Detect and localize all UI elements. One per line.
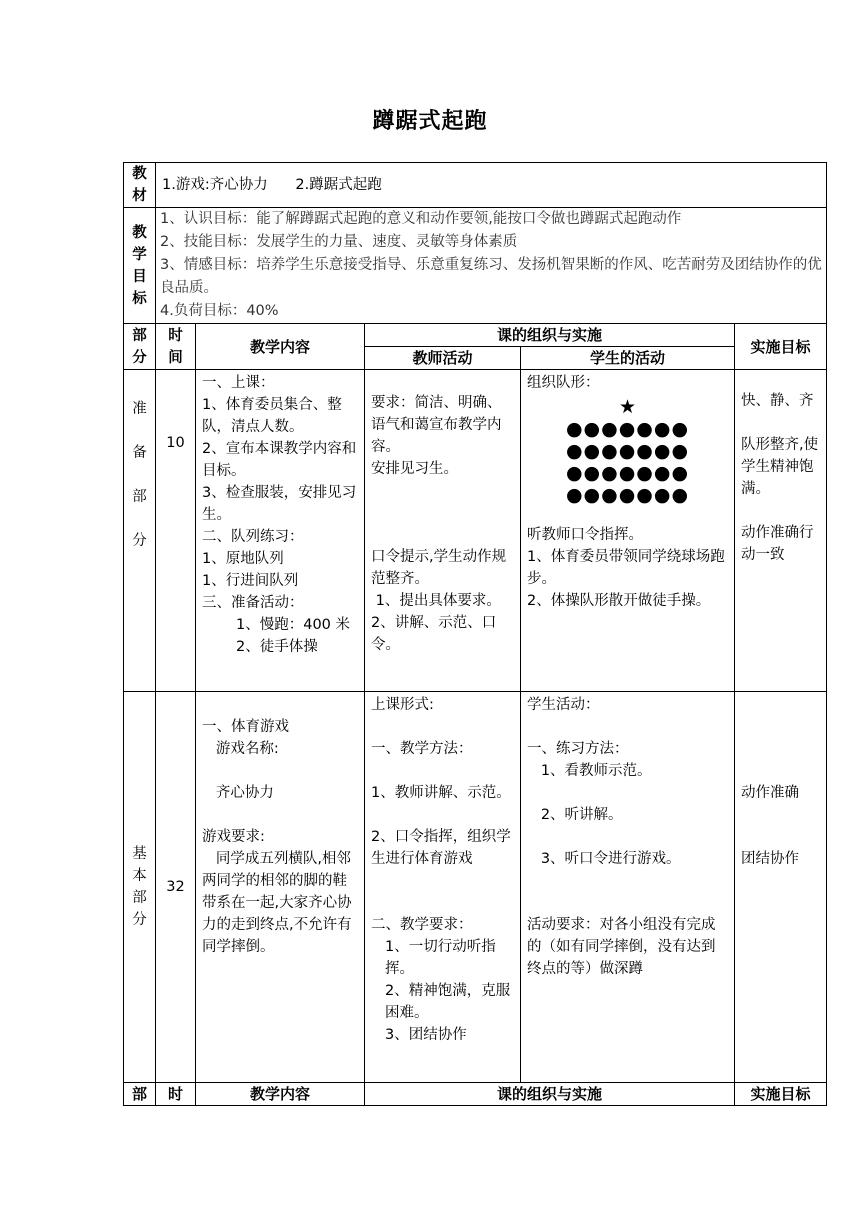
material-content: 1.游戏:齐心协力 2.蹲踞式起跑 [162, 177, 382, 193]
basic-part-label: 基本部分 [132, 846, 147, 928]
objective-line-3: 3、情感目标：培养学生乐意接受指导、乐意重复练习、发扬机智果断的作风、吃苦耐劳及团结协作的优良品质。 [160, 257, 822, 296]
prep-part-char-4: 分 [132, 533, 147, 549]
material-label-cell [124, 163, 156, 208]
material-row [124, 163, 827, 208]
lesson-plan-table [123, 162, 827, 1106]
basic-content-cell [196, 692, 365, 1083]
objectives-row [124, 208, 827, 324]
footer-goal: 实施目标 [735, 1083, 827, 1106]
footer-header-row [124, 1083, 827, 1106]
page-title: 蹲踞式起跑 [372, 109, 488, 134]
basic-part-cell [124, 692, 156, 1083]
prep-goal-cell [735, 370, 827, 692]
header-time: 时间 [168, 327, 183, 366]
footer-organization: 课的组织与实施 [365, 1083, 735, 1106]
basic-time: 32 [156, 692, 196, 1083]
footer-part: 部 [124, 1083, 156, 1106]
objectives-label-cell [124, 208, 156, 324]
prep-content-cell [196, 370, 365, 692]
header-part-cell [124, 324, 156, 370]
header-goal: 实施目标 [735, 324, 827, 370]
prep-teacher-top: 要求：简洁、明确、语气和蔼宣布教学内容。 安排见习生。 [371, 395, 502, 477]
objective-line-1: 1、认识目标：能了解蹲踞式起跑的意义和动作要领,能按口令做也蹲踞式起跑动作 [160, 211, 682, 227]
prep-student-bottom: 听教师口令指挥。 1、体育委员带领同学绕球场跑步。 2、体操队形散开做徒手操。 [527, 527, 725, 609]
teacher-star-icon: ★ [618, 396, 637, 418]
formation-row-4: ●●●●●●● [565, 484, 690, 506]
header-organization: 课的组织与实施 [365, 324, 735, 347]
objectives-label: 教学目标 [132, 224, 147, 307]
basic-content: 一、体育游戏 游戏名称: 齐心协力 游戏要求: 同学成五列横队,相邻两同学的相邻的脚的鞋带系在一起,大家齐心协力的走到终点,不允许有同学摔倒。 [202, 719, 352, 955]
prep-teacher-bottom: 口令提示,学生动作规范整齐。 1、提出具体要求。 2、讲解、示范、口令。 [371, 549, 507, 653]
formation-label: 组织队形： [527, 375, 600, 391]
basic-student: 学生活动： 一、练习方法： 1、看教师示范。 2、听讲解。 3、听口令进行游戏。 活动要求：对各小组没有完成的（如有同学摔倒，没有达到终点的等）做深蹲 [527, 697, 716, 977]
prep-part-char-3: 部 [132, 489, 147, 505]
formation-row-1: ●●●●●●● [565, 418, 690, 440]
footer-content: 教学内容 [196, 1083, 365, 1106]
prep-content: 一、上课： 1、体育委员集合、整队，清点人数。 2、宣布本课教学内容和目标。 3、检查服装，安排见习生。 二、队列练习： 1、原地队列 1、行进间队列 三、准备活动： [202, 375, 357, 611]
basic-teacher-a: 上课形式: 一、教学方法： 1、教师讲解、示范。 2、口令指挥，组织学生进行体育游戏 二、教学要求： [371, 697, 511, 933]
prep-time: 10 [156, 370, 196, 692]
header-content: 教学内容 [196, 324, 365, 370]
prep-student-cell [521, 370, 735, 692]
formation-diagram [527, 396, 728, 506]
header-part: 部分 [132, 327, 147, 366]
basic-goal-cell [735, 692, 827, 1083]
basic-student-cell [521, 692, 735, 1083]
basic-teacher-req: 1、一切行动听指挥。 2、精神饱满，克服困难。 3、团结协作 [385, 939, 511, 1043]
objectives-content-cell [156, 208, 827, 324]
header-student: 学生的活动 [521, 347, 735, 370]
objective-line-4: 4.负荷目标：40% [160, 303, 279, 319]
basic-teacher-cell [365, 692, 521, 1083]
prep-part-cell [124, 370, 156, 692]
header-teacher: 教师活动 [365, 347, 521, 370]
basic-goal: 动作准确 团结协作 [741, 785, 799, 867]
prep-row [124, 370, 827, 692]
prep-content-sub1: 1、慢跑：400 米 [236, 617, 351, 633]
header-time-cell [156, 324, 196, 370]
prep-goal: 快、静、齐 队形整齐,使学生精神饱满。 动作准确行动一致 [741, 393, 819, 563]
formation-row-2: ●●●●●●● [565, 440, 690, 462]
basic-row [124, 692, 827, 1083]
material-content-cell [156, 163, 827, 208]
material-label: 教材 [132, 166, 147, 204]
objective-line-2: 2、技能目标：发展学生的力量、速度、灵敏等身体素质 [160, 234, 518, 250]
prep-content-sub2: 2、徒手体操 [236, 639, 318, 655]
footer-time: 时 [156, 1083, 196, 1106]
header-row [124, 324, 827, 347]
prep-teacher-cell [365, 370, 521, 692]
formation-row-3: ●●●●●●● [565, 462, 690, 484]
prep-part-char-2: 备 [132, 445, 147, 461]
prep-part-char-1: 准 [132, 401, 147, 417]
